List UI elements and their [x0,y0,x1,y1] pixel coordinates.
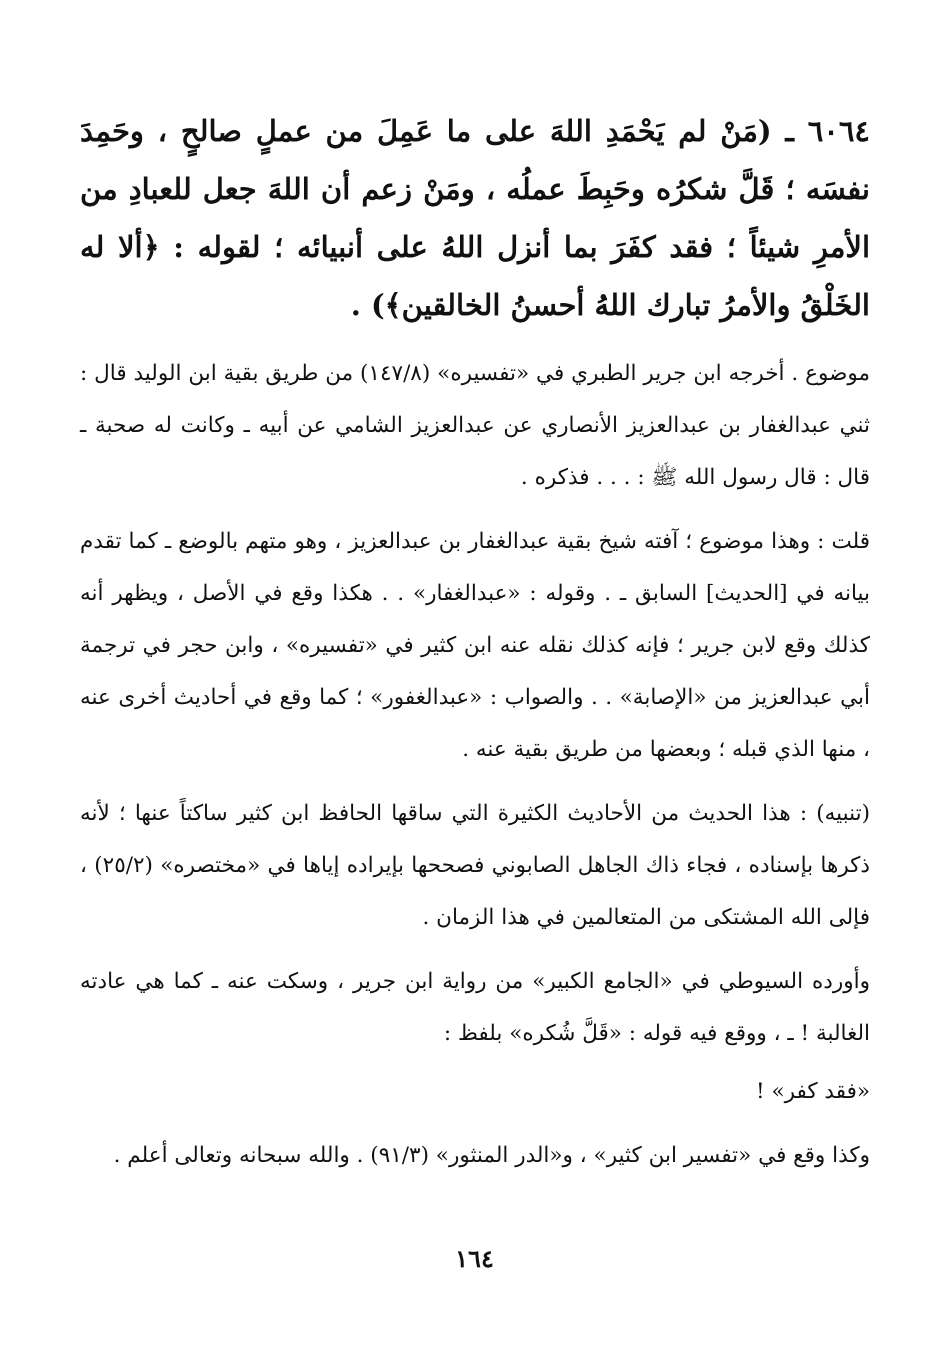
hadith-text: ٦٠٦٤ ـ (مَنْ لم يَحْمَدِ اللهَ على ما عَمِلَ من عملٍ صالحٍ ، وحَمِدَ نفسَه ؛ قَلَّ شكرُه وحَبِطَ عملُه ، ومَنْ زعم أن اللهَ جعل للعبادِ من الأمرِ شيئاً ؛ فقد كفَرَ بما أنزل اللهُ على أنبيائه ؛ لقوله : ﴿ألا له الخَلْقُ والأمرُ تبارك اللهُ أحسنُ الخالقين﴾) . [80,114,871,322]
closing-paragraph: وكذا وقع في «تفسير ابن كثير» ، و«الدر المنثور» (٩١/٣) . والله سبحانه وتعالى أعلم . [113,1143,870,1168]
variant-wording: «فقد كفر» ! [755,1079,870,1104]
note-paragraph: (تنبيه) : هذا الحديث من الأحاديث الكثيرة التي ساقها الحافظ ابن كثير ساكتاً عنها ؛ لأنه ذكرها بإسناده ، فجاء ذاك الجاهل الصابوني فصححها بإيراده إياها في «مختصره» (٢٥/٢) ، فإلى الله المشتكى من المتعالمين في هذا الزمان . [80,801,870,930]
takhrij-paragraph: موضوع . أخرجه ابن جرير الطبري في «تفسيره» (١٤٧/٨) من طريق بقية ابن الوليد قال : ثني عبدالغفار بن عبدالعزيز الأنصاري عن عبدالعزيز الشامي عن أبيه ـ وكانت له صحبة ـ قال : قال رسول الله ﷺ : . . . فذكره . [80,361,870,490]
suyuti-paragraph: وأورده السيوطي في «الجامع الكبير» من رواية ابن جرير ، وسكت عنه ـ كما هي عادته الغالبة ! ـ ، ووقع فيه قوله : «قَلَّ شُكره» بلفظ : [80,969,870,1046]
commentary-paragraph: قلت : وهذا موضوع ؛ آفته شيخ بقية عبدالغفار بن عبدالعزيز ، وهو متهم بالوضع ـ كما تقدم بيانه في [الحديث] السابق ـ . وقوله : «عبدالغفار» . . هكذا وقع في الأصل ، ويظهر أنه كذلك وقع لابن جرير ؛ فإنه كذلك نقله عنه ابن كثير في «تفسيره» ، وابن حجر في ترجمة أبي عبدالعزيز من «الإصابة» . . والصواب : «عبدالغفور» ؛ كما وقع في أحاديث أخرى عنه ، منها الذي قبله ؛ وبعضها من طريق بقية عنه . [80,529,870,762]
page-body [80,102,870,1194]
page-number: ١٦٤ [455,1244,494,1273]
